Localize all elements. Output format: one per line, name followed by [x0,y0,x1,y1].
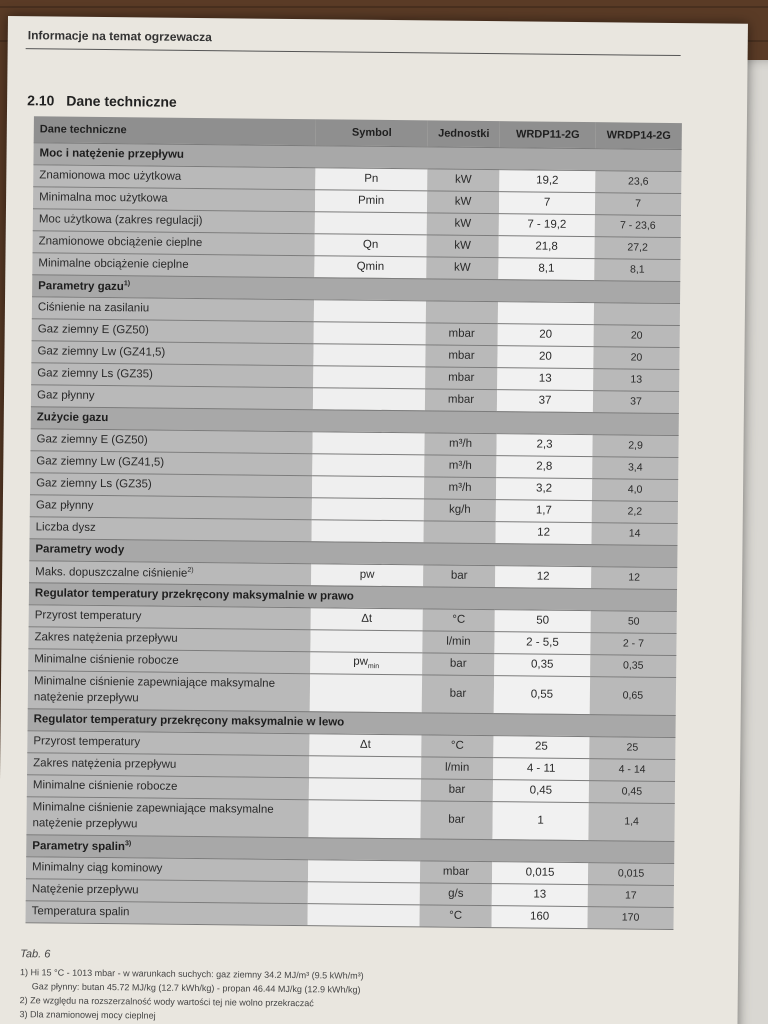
row-value-model-1-text: 12 [537,526,551,539]
row-symbol [314,299,426,322]
row-description [30,516,312,541]
row-value-model-1 [498,301,594,324]
row-value-model-2 [589,780,675,803]
row-value-model-1 [499,213,595,236]
row-value-model-2 [594,258,680,281]
row-value-model-2-text: 170 [621,911,640,924]
row-value-model-1 [497,389,593,412]
row-value-model-2-text: 1,4 [624,815,639,828]
row-unit [426,300,498,323]
row-unit [425,388,497,411]
row-value-model-1-text: 50 [536,614,550,627]
row-value-model-1-text: 1,7 [535,504,552,517]
row-symbol-text: Qn [362,238,379,251]
row-value-model-2 [587,906,673,929]
row-symbol [311,607,423,630]
row-description-text: Minimalny ciąg kominowy [32,861,163,875]
row-unit-text: m³/h [448,437,473,450]
row-description [33,208,315,233]
row-value-model-1-text: 12 [536,570,550,583]
row-symbol [312,497,424,520]
row-value-model-2-text: 20 [630,351,643,364]
row-value-model-1-text: 20 [539,328,553,341]
technical-data-table [26,116,682,929]
row-unit [421,778,493,801]
row-symbol [310,629,422,652]
row-value-model-1-text: 1 [537,814,544,827]
group-title-text: Zużycie gazu [36,411,109,425]
row-description [30,472,312,497]
row-value-model-1-text: 0,55 [530,688,554,701]
row-value-model-2 [589,736,675,759]
row-value-model-1-text: 2 - 5,5 [526,636,559,649]
row-unit [425,366,497,389]
row-value-model-2-text: 8,1 [630,263,645,276]
row-unit-text: kW [454,217,472,230]
row-value-model-1 [496,499,592,522]
row-value-model-2 [588,802,674,841]
row-description [27,774,309,799]
row-value-model-1 [492,883,588,906]
row-description [31,340,313,365]
row-description-text: Minimalne ciśnienie zapewniające maksymalne natężenie przepływu [32,800,274,830]
row-description [26,796,308,837]
footnote: Gaz płynny: butan 45.72 MJ/kg (12.7 kWh/kg) - propan 46.44 MJ/kg (12.9 kWh/kg) [31,981,361,995]
row-value-model-2-text: 23,6 [628,175,649,188]
row-value-model-1 [493,779,589,802]
row-unit-text: kW [454,239,471,252]
row-value-model-2 [589,758,675,781]
row-symbol [314,255,426,278]
row-unit [424,432,496,455]
row-description-text: Gaz ziemny Lw (GZ41,5) [36,455,165,469]
header-unit: Jednostki [428,120,500,147]
table-body [26,142,682,929]
row-description [26,856,308,881]
row-unit-text: l/min [444,761,470,774]
row-unit-text: mbar [448,371,475,384]
row-value-model-2 [588,884,674,907]
row-description [32,318,314,343]
row-value-model-1-text: 3,2 [536,482,553,495]
row-unit [422,630,494,653]
row-value-model-2-text: 25 [626,741,639,754]
row-value-model-1-text: 13 [538,372,552,385]
row-value-model-2-text: 27,2 [627,241,648,254]
row-description-text: Zakres natężenia przepływu [33,757,177,771]
row-description-text: Minimalna moc użytkowa [39,191,168,205]
footnotes [19,966,363,1024]
row-description [31,384,313,409]
row-description-text: Moc użytkowa (zakres regulacji) [38,213,203,228]
row-value-model-1-text: 13 [533,888,547,901]
row-unit [427,212,499,235]
row-description-text: Minimalne ciśnienie robocze [34,653,179,667]
row-value-model-2 [595,170,681,193]
row-symbol [309,733,421,756]
row-description [26,878,308,903]
row-value-model-2-text: 7 [635,197,642,210]
row-value-model-2 [590,632,676,655]
row-unit-text: bar [448,813,465,826]
row-value-model-2 [594,302,680,325]
row-symbol-text: pw [359,568,375,581]
row-value-model-2 [593,346,679,369]
row-symbol-text: Pn [364,172,379,185]
row-symbol-text: pw [353,655,369,668]
row-value-model-1 [492,861,588,884]
row-unit-text: bar [449,657,467,670]
group-title-text: Parametry spalin [32,839,126,853]
row-value-model-2-text: 0,65 [622,689,644,702]
row-value-model-1 [497,345,593,368]
row-symbol [313,365,425,388]
row-unit-text: °C [450,739,464,752]
row-description [29,560,311,585]
group-title-text: Moc i natężenie przepływu [39,147,185,161]
row-value-model-1 [496,433,592,456]
row-value-model-2 [594,324,680,347]
row-value-model-2 [590,676,676,715]
row-unit-text: kW [454,173,472,186]
row-value-model-1-text: 25 [534,740,548,753]
row-description-text: Liczba dysz [35,521,96,534]
row-value-model-2-text: 17 [624,889,637,902]
row-value-model-2-text: 2,9 [628,439,643,452]
row-description-text: Ciśnienie na zasilaniu [37,301,150,315]
row-symbol [312,475,424,498]
row-value-model-1 [492,801,588,840]
row-description-text: Przyrost temperatury [34,609,142,623]
row-value-model-2-text: 14 [628,527,641,540]
row-unit [420,882,492,905]
row-unit-text: g/s [448,887,464,900]
row-description-text: Gaz płynny [36,389,95,402]
footnote-ref: 1) [123,279,131,287]
row-unit-text: kW [454,261,471,274]
row-unit [422,674,494,713]
row-symbol [308,859,420,882]
row-symbol [313,343,425,366]
row-unit [420,800,492,839]
row-description [33,186,315,211]
row-description-text: Minimalne ciśnienie robocze [32,779,178,793]
row-description [32,296,314,321]
row-description [30,494,312,519]
footnote: 3) Dla znamionowej mocy cieplnej [19,1008,156,1021]
row-description-text: Gaz ziemny Lw (GZ41,5) [37,345,166,359]
row-value-model-2-text: 13 [630,373,643,386]
row-value-model-2 [591,566,677,589]
row-description [29,604,311,629]
row-value-model-1-text: 19,2 [536,174,559,187]
row-symbol-text: Δt [359,738,371,751]
group-title-text: Regulator temperatury przekręcony maksymalnie w lewo [33,713,345,729]
row-value-model-1-text: 4 - 11 [526,762,556,775]
row-value-model-1-text: 8,1 [538,262,555,275]
group-title-text: Regulator temperatury przekręcony maksymalnie w prawo [34,587,354,603]
row-symbol [309,777,421,800]
row-description-text: Gaz ziemny E (GZ50) [36,433,148,447]
row-value-model-1 [496,521,592,544]
row-unit [423,564,495,587]
row-value-model-2 [595,214,681,237]
row-unit [426,256,498,279]
row-symbol [312,519,424,542]
row-value-model-1-text: 0,45 [529,784,553,797]
row-description [27,730,309,755]
footnote: 1) Hi 15 °C - 1013 mbar - w warunkach suchych: gaz ziemny 34.2 MJ/m³ (9.5 kWh/m³) [19,967,364,981]
row-unit [424,498,496,521]
row-unit [420,860,492,883]
row-unit [419,904,491,927]
row-description-text: Natężenie przepływu [31,883,139,897]
footnote: 2) Ze względu na rozszerzalność wody wartości tej nie wolno przekraczać [19,995,314,1009]
row-value-model-2 [588,862,674,885]
row-value-model-1-text: 160 [529,910,550,923]
row-value-model-1 [494,653,590,676]
row-unit [424,454,496,477]
row-value-model-2 [592,522,678,545]
row-value-model-1 [496,477,592,500]
row-value-model-2 [594,236,680,259]
row-value-model-1 [494,675,590,714]
row-unit-text: bar [448,783,466,796]
row-unit [423,608,495,631]
table-caption: Tab. 6 [20,948,51,961]
row-description [27,752,309,777]
row-description [30,428,312,453]
row-description [26,900,308,925]
row-description-text: Gaz płynny [35,499,94,512]
row-value-model-2-text: 4 - 14 [618,763,646,776]
footnote-ref: 2) [187,566,194,574]
row-unit-text: kg/h [448,503,471,516]
row-value-model-2 [592,500,678,523]
row-description-text: Minimalne ciśnienie zapewniające maksymalne natężenie przepływu [33,674,276,704]
row-unit-text: l/min [446,635,471,648]
row-unit [422,652,494,675]
row-description-text: Znamionowa moc użytkowa [39,169,182,183]
row-symbol [308,881,420,904]
row-value-model-1 [499,169,595,192]
row-unit [427,190,499,213]
header-model-2: WRDP14-2G [596,122,682,149]
row-symbol [314,321,426,344]
row-value-model-2-text: 0,45 [621,785,643,798]
symbol-subscript: min [367,662,380,671]
row-symbol [315,167,427,190]
section-number: 2.10 [27,92,55,109]
row-value-model-2 [591,610,677,633]
row-symbol [311,563,423,586]
row-unit [427,234,499,257]
row-unit [421,756,493,779]
row-value-model-2 [592,456,678,479]
row-value-model-2 [592,434,678,457]
row-unit-text: bar [450,569,468,582]
section-title [27,92,177,110]
row-unit-text: °C [452,613,466,626]
row-value-model-1 [496,455,592,478]
row-value-model-2 [590,654,676,677]
row-value-model-1 [497,367,593,390]
row-symbol-text: Qmin [356,260,385,273]
row-unit-text: bar [449,687,467,700]
header-symbol: Symbol [316,119,428,146]
row-symbol [309,755,421,778]
row-unit [427,168,499,191]
row-value-model-1 [499,191,595,214]
row-description [28,626,310,651]
row-unit-text: mbar [442,865,470,878]
row-value-model-1 [498,257,594,280]
row-description [33,230,315,255]
group-title-text: Parametry gazu [38,279,124,293]
row-unit [426,322,498,345]
row-value-model-1-text: 7 - 19,2 [527,218,567,231]
footnote-ref: 3) [124,839,132,847]
row-value-model-2-text: 20 [630,329,643,342]
section-heading: Dane techniczne [66,92,177,110]
row-unit-text: mbar [448,327,475,340]
row-symbol [312,453,424,476]
row-unit-text: m³/h [448,459,472,472]
row-description-text: Gaz ziemny Ls (GZ35) [37,367,153,381]
row-symbol [308,799,420,838]
row-value-model-1-text: 20 [538,350,552,363]
row-symbol [315,189,427,212]
row-value-model-2-text: 50 [627,615,640,628]
row-value-model-2 [595,192,681,215]
row-description-text: Znamionowe obciążenie cieplne [38,235,203,250]
row-value-model-1-text: 21,8 [535,240,558,253]
row-description [32,252,314,277]
row-value-model-1 [493,735,589,758]
row-unit-text: kW [454,195,472,208]
row-value-model-1 [495,609,591,632]
document-page [0,16,748,1024]
row-value-model-1 [499,235,595,258]
row-unit [425,344,497,367]
row-value-model-1-text: 2,3 [536,438,553,451]
row-value-model-2-text: 3,4 [627,461,643,474]
row-description [28,670,310,711]
row-description-text: Przyrost temperatury [33,735,141,749]
row-value-model-1-text: 0,015 [525,866,555,879]
row-symbol [310,673,422,712]
row-description [28,648,310,673]
row-description [30,450,312,475]
row-value-model-1-text: 7 [543,196,551,209]
group-title-text: Parametry wody [35,543,125,557]
row-value-model-1-text: 37 [538,394,552,407]
row-description-text: Zakres natężenia przepływu [34,631,178,645]
row-value-model-2-text: 7 - 23,6 [619,219,656,232]
row-description [31,362,313,387]
row-description-text: Gaz ziemny Ls (GZ35) [36,477,152,491]
row-unit-text: mbar [448,349,475,362]
header-rule [26,48,681,56]
row-unit-text: m³/h [448,481,472,494]
row-value-model-1 [493,757,589,780]
row-symbol [312,431,424,454]
row-symbol [310,651,422,674]
running-header: Informacje na temat ogrzewacza [27,28,212,45]
row-value-model-2 [593,390,679,413]
row-value-model-2-text: 2 - 7 [622,637,645,650]
row-value-model-2-text: 2,2 [627,505,643,518]
row-symbol [313,387,425,410]
row-value-model-2-text: 4,0 [627,483,643,496]
row-value-model-1-text: 0,35 [530,658,554,671]
row-unit-text: °C [449,909,463,922]
row-description-text: Maks. dopuszczalne ciśnienie [35,565,188,580]
row-unit [421,734,493,757]
row-description [33,164,315,189]
row-unit [424,520,496,543]
header-desc: Dane techniczne [34,116,316,145]
row-value-model-1 [494,631,590,654]
row-unit-text: mbar [447,393,475,406]
row-value-model-2-text: 0,35 [622,659,644,672]
row-description-text: Minimalne obciążenie cieplne [38,257,189,271]
row-symbol-text: Pmin [357,194,385,207]
row-description-text: Gaz ziemny E (GZ50) [37,323,149,337]
row-symbol [315,211,427,234]
header-model-1: WRDP11-2G [500,121,596,148]
row-symbol [315,233,427,256]
row-value-model-2-text: 0,015 [617,867,645,880]
row-value-model-1 [491,905,587,928]
row-value-model-2-text: 12 [628,571,641,584]
row-symbol-text: Δt [361,612,373,625]
row-value-model-1 [498,323,594,346]
row-value-model-2 [592,478,678,501]
row-unit [424,476,496,499]
row-value-model-1 [495,565,591,588]
row-value-model-2 [593,368,679,391]
row-symbol [307,903,419,926]
row-description-text: Temperatura spalin [31,905,130,919]
row-value-model-2-text: 37 [630,395,642,408]
row-value-model-1-text: 2,8 [536,460,553,473]
